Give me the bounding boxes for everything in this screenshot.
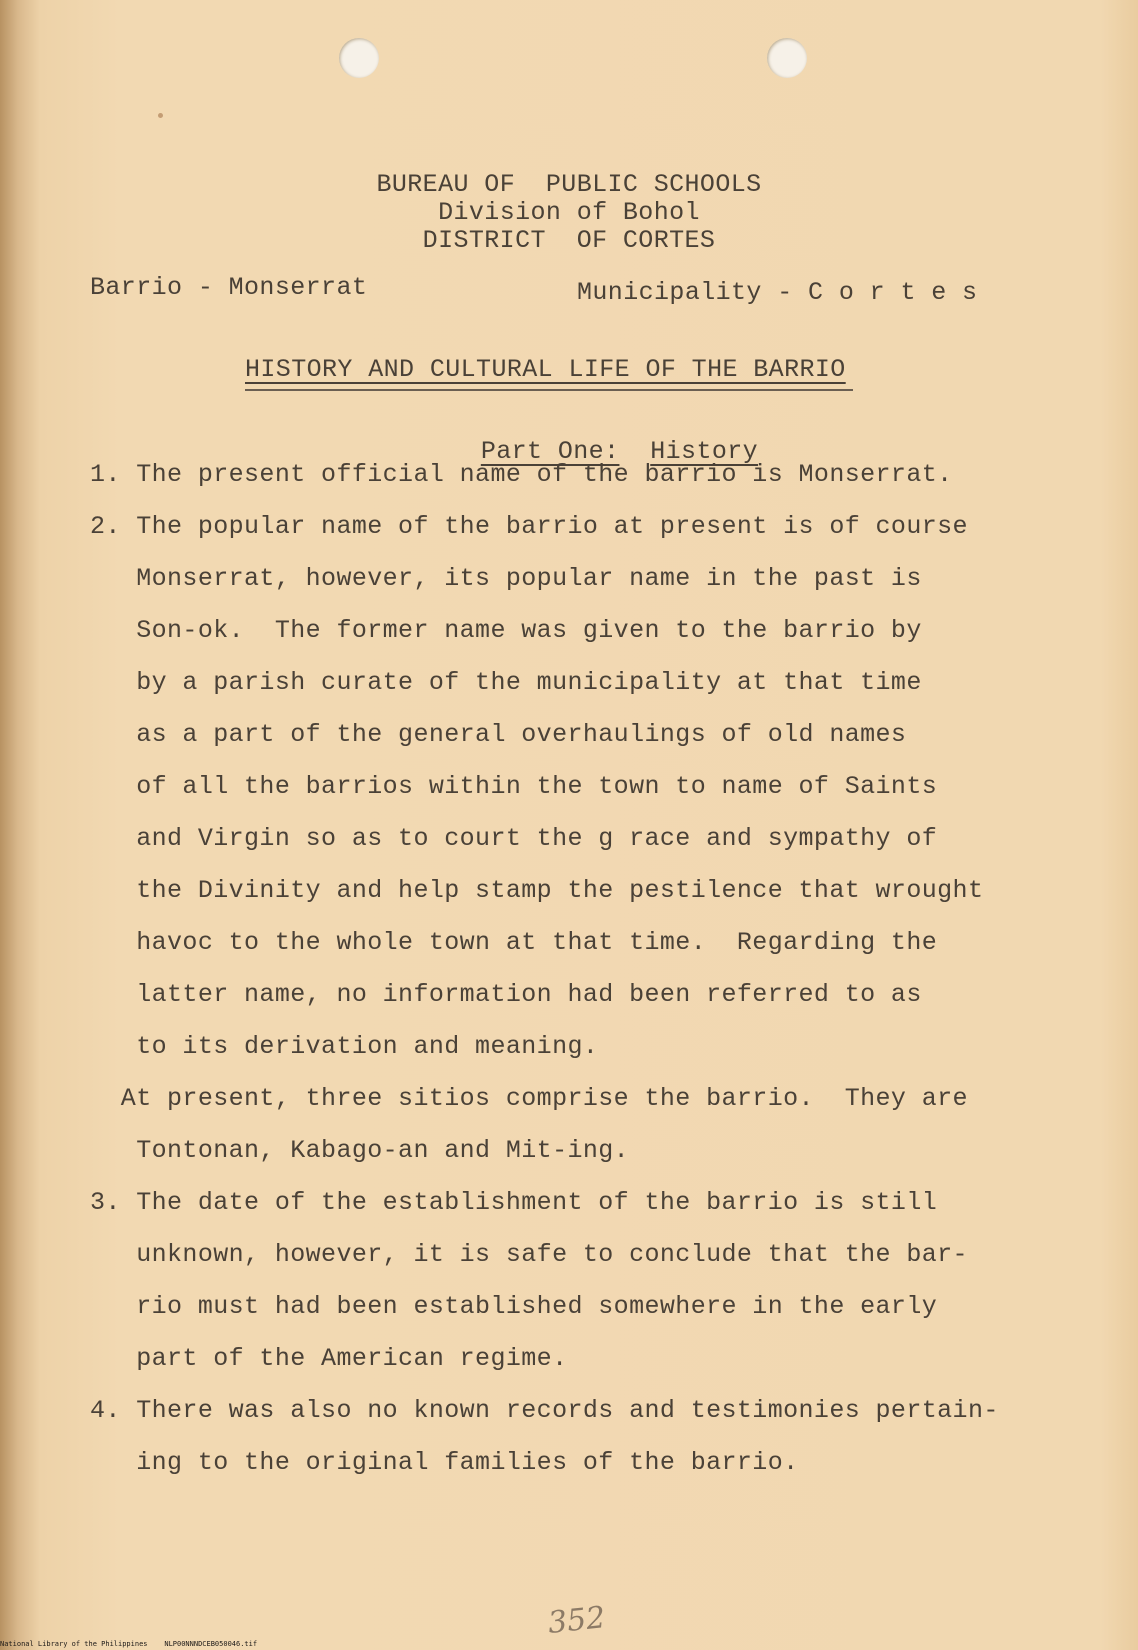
body-line: of all the barrios within the town to name of Saints xyxy=(90,772,938,801)
body-line: havoc to the whole town at that time. Regarding the xyxy=(90,928,938,957)
body-line: latter name, no information had been referred to as xyxy=(90,980,922,1009)
body-line: 3. The date of the establishment of the barrio is still xyxy=(90,1188,938,1217)
subtitle-history-label: History xyxy=(650,437,759,466)
header-district: DISTRICT OF CORTES xyxy=(422,226,716,255)
punch-hole-right xyxy=(767,38,807,78)
body-line: 4. There was also no known records and testimonies pertain- xyxy=(90,1396,999,1425)
body-line: unknown, however, it is safe to conclude that the bar- xyxy=(90,1240,968,1269)
body-line: the Divinity and help stamp the pestilence that wrought xyxy=(90,876,984,905)
body-line: 2. The popular name of the barrio at present is of course xyxy=(90,512,968,541)
body-line: rio must had been established somewhere in the early xyxy=(90,1292,938,1321)
body-line: ing to the original families of the barrio. xyxy=(90,1448,799,1477)
title-double-underline xyxy=(245,389,853,391)
body-line: At present, three sitios comprise the barrio. They are xyxy=(90,1084,968,1113)
body-line: by a parish curate of the municipality at that time xyxy=(90,668,922,697)
paper-speck xyxy=(158,113,163,118)
barrio-label: Barrio - Monserrat xyxy=(90,273,368,302)
document-title: HISTORY AND CULTURAL LIFE OF THE BARRIO xyxy=(245,355,846,384)
body-line: Monserrat, however, its popular name in the past is xyxy=(90,564,922,593)
punch-hole-left xyxy=(339,38,379,78)
body-line: to its derivation and meaning. xyxy=(90,1032,599,1061)
body-line: and Virgin so as to court the g race and sympathy of xyxy=(90,824,938,853)
body-line: 1. The present official name of the barrio is Monserrat. xyxy=(90,460,953,489)
body-line: Son-ok. The former name was given to the barrio by xyxy=(90,616,922,645)
header-bureau: BUREAU OF PUBLIC SCHOOLS xyxy=(376,170,762,199)
header-division: Division of Bohol xyxy=(438,198,700,227)
archive-footer: National Library of the Philippines NLP00NNNDCEB050046.tif xyxy=(0,1640,258,1648)
body-line: part of the American regime. xyxy=(90,1344,568,1373)
subtitle-part xyxy=(450,408,758,466)
page-number: 352 xyxy=(546,1600,607,1641)
body-line: as a part of the general overhaulings of old names xyxy=(90,720,907,749)
municipality-label: Municipality - C o r t e s xyxy=(577,278,978,307)
body-line: Tontonan, Kabago-an and Mit-ing. xyxy=(90,1136,630,1165)
subtitle-part-label: Part One: xyxy=(480,437,620,466)
